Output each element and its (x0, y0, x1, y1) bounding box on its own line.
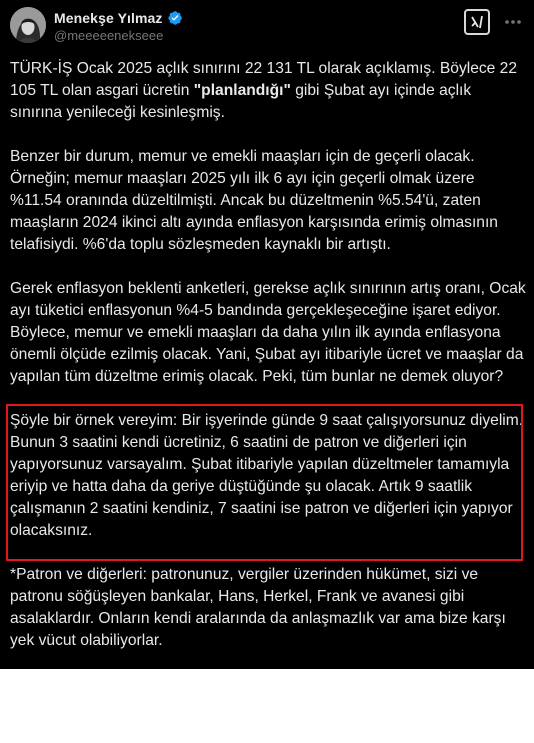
tweet-paragraph-2: Benzer bir durum, memur ve emekli maaşları için de geçerli olacak. Örneğin; memur maaşları 2025 yılı ilk 6 ayı için geçerli olmak üzere %11.54 oranında düzeltilmişti. Ancak bu düzeltmenin %5.54'ü, zaten maaşların 2024 ikinci altı ayında enflasyon karşısında erimiş olmasının telafisiydi. %6'da toplu sözleşmeden kaynaklı bir artıştı. (10, 148, 498, 253)
tweet-text (10, 58, 526, 652)
author-name[interactable]: Menekşe Yılmaz (54, 10, 163, 26)
more-icon[interactable] (502, 9, 524, 35)
grok-icon[interactable] (464, 9, 490, 35)
paragraph-1-start: TÜRK-İŞ Ocak 2025 açlık sınırını 22 131 TL olarak açıklamış. Böylece 22 105 TL olan asgari ücretin (10, 60, 518, 99)
tweet-paragraph-5: *Patron ve diğerleri: patronunuz, vergiler üzerinden hükümet, sizi ve patronu söğüşleyen bankalar, Hans, Herkel, Frank ve avanesi gibi asalaklardır. Onların kendi aralarında da anlaşmazlık var ama bize karşı yek vücut olabiliyorlar. (10, 566, 506, 649)
avatar[interactable] (10, 7, 46, 43)
author-name-row[interactable] (54, 9, 183, 27)
header-actions (464, 9, 524, 35)
tweet-paragraph-1 (10, 58, 526, 124)
tweet-paragraph-4: Şöyle bir örnek vereyim: Bir işyerinde günde 9 saat çalışıyorsunuz diyelim. Bunun 3 saatini kendi ücretiniz, 6 saatini de patron ve diğerleri için yapıyorsunuz varsayalım. Şubat itibariyle yapılan düzeltmeler tamamıyla eriyip ve hatta daha da geriye düştüğünde şu olacak. Artık 9 saatlik çalışmanın 2 saatini kendiniz, 7 saatini ise patron ve diğerleri için yapıyor olacaksınız. (10, 412, 524, 539)
highlight-box (6, 404, 523, 561)
paragraph-1-bold: "planlandığı" (193, 82, 291, 99)
tweet-paragraph-3: Gerek enflasyon beklenti anketleri, gerekse açlık sınırının artış oranı, Ocak ayı tüketici enflasyonun %4-5 bandında gerçekleşeceğine işaret ediyor. Böylece, memur ve emekli maaşları da daha yılın ilk ayında enflasyona önemli ölçüde ezilmiş olacak. Yani, Şubat ayı itibariyle ücret ve maaşlar da yapılan tüm düzeltme erimiş olacak. Peki, tüm bunlar ne demek oluyor? (10, 280, 526, 385)
author-handle[interactable]: @meeeeenekseee (54, 28, 164, 43)
paragraph-1-end: gibi Şubat ayı içinde açlık sınırına yenileceği kesinleşmiş. (10, 82, 472, 121)
verified-badge-icon (167, 10, 183, 26)
